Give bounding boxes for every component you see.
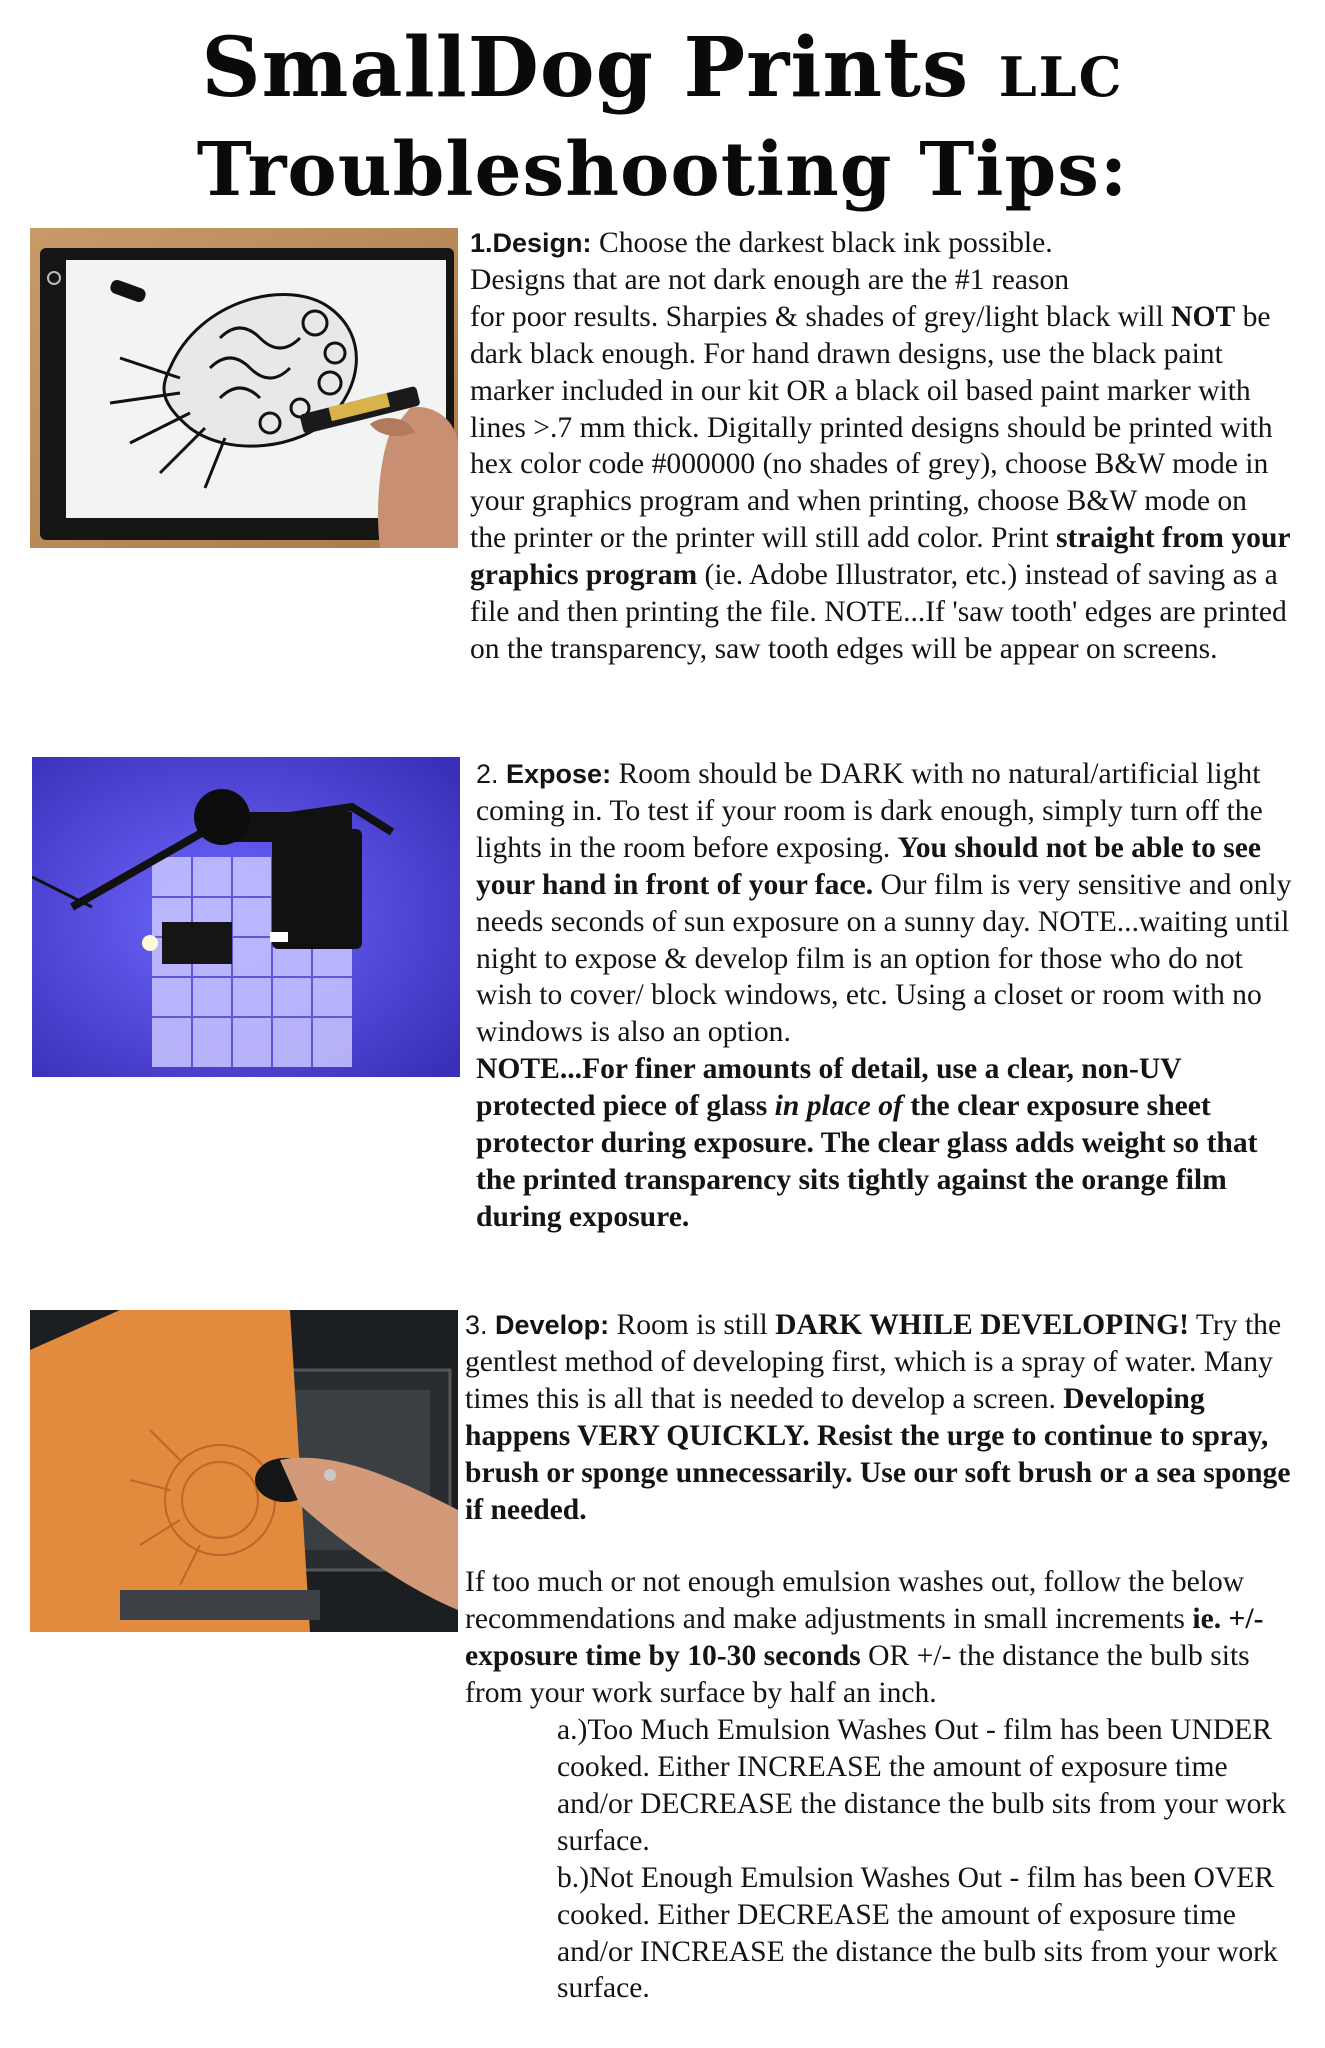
section-expose xyxy=(476,756,1296,1236)
paragraph: b.)Not Enough Emulsion Washes Out - film has been OVER cooked. Either DECREASE the amount of exposure time and/or INCREASE the distance the bulb sits from your work surface. xyxy=(557,1861,1278,2005)
section-heading: Design: xyxy=(492,228,592,258)
company-suffix: LLC xyxy=(998,45,1124,109)
paragraph: Designs that are not dark enough are the #1 reason xyxy=(470,263,1070,296)
developing-film-sponge-photo xyxy=(30,1310,458,1632)
section-heading: Develop: xyxy=(487,1310,610,1340)
paragraph: 2. Expose: Room should be DARK with no natural/artificial light coming in. To test if your room is dark enough, simply turn off the lights in the room before exposing. You should not be able to see your hand in front of your face. Our film is very sensitive and only needs seconds of sun exposure on a sunny day. NOTE...waiting until night to expose & develop film is an option for those who do not wish to cover/ block windows, etc. Using a closet or room with no windows is also an option. xyxy=(476,758,1292,1049)
paragraph: 3. Develop: Room is still DARK WHILE DEVELOPING! Try the gentlest method of developing first, which is a spray of water. Many times this is all that is needed to develop a screen. Developing happens VERY QUICKLY. Resist the urge to continue to spray, brush or sponge unnecessarily. Use our soft brush or a sea sponge if needed. xyxy=(465,1309,1291,1526)
section-design xyxy=(470,225,1290,668)
section-number: 3. xyxy=(465,1310,488,1340)
page-subtitle: Troubleshooting Tips: xyxy=(196,127,1129,213)
paragraph: If too much or not enough emulsion washes out, follow the below recommendations and make adjustments in small increments ie. +/- exposure time by 10-30 seconds OR +/- the distance the bulb sits from your work surface by half an inch. xyxy=(465,1566,1264,1710)
section-number: 2. xyxy=(476,759,499,789)
paragraph: for poor results. Sharpies & shades of grey/light black will NOT be dark black enough. For hand drawn designs, use the black paint marker included in our kit OR a black oil based paint marker with lines >.7 mm thick. Digitally printed designs should be printed with hex color code #000000 (no shades of grey), choose B&W mode in your graphics program and when printing, choose B&W mode on the printer or the printer will still add color. Print straight from your graphics program (ie. Adobe Illustrator, etc.) instead of saving as a file and then printing the file. NOTE...If 'saw tooth' edges are printed on the transparency, saw tooth edges will be appear on screens. xyxy=(470,300,1291,665)
paragraph: a.)Too Much Emulsion Washes Out - film has been UNDER cooked. Either INCREASE the amount of exposure time and/or DECREASE the distance the bulb sits from your work surface. xyxy=(557,1714,1287,1857)
section-heading: Expose: xyxy=(498,759,612,789)
light-box-drawing-photo xyxy=(30,228,458,548)
company-title xyxy=(0,18,1325,127)
paragraph: 1.Design: Choose the darkest black ink possible. xyxy=(470,227,1053,259)
uv-exposure-lamp-photo xyxy=(32,757,460,1077)
section-develop xyxy=(465,1307,1295,2007)
paragraph xyxy=(465,1528,1295,1564)
company-name: SmallDog Prints xyxy=(201,20,970,116)
section-number: 1. xyxy=(470,228,493,258)
paragraph: NOTE...For finer amounts of detail, use a clear, non-UV protected piece of glass in place of the clear exposure sheet protector during exposure. The clear glass adds weight so that the printed transparency sits tightly against the orange film during exposure. xyxy=(476,1053,1258,1233)
